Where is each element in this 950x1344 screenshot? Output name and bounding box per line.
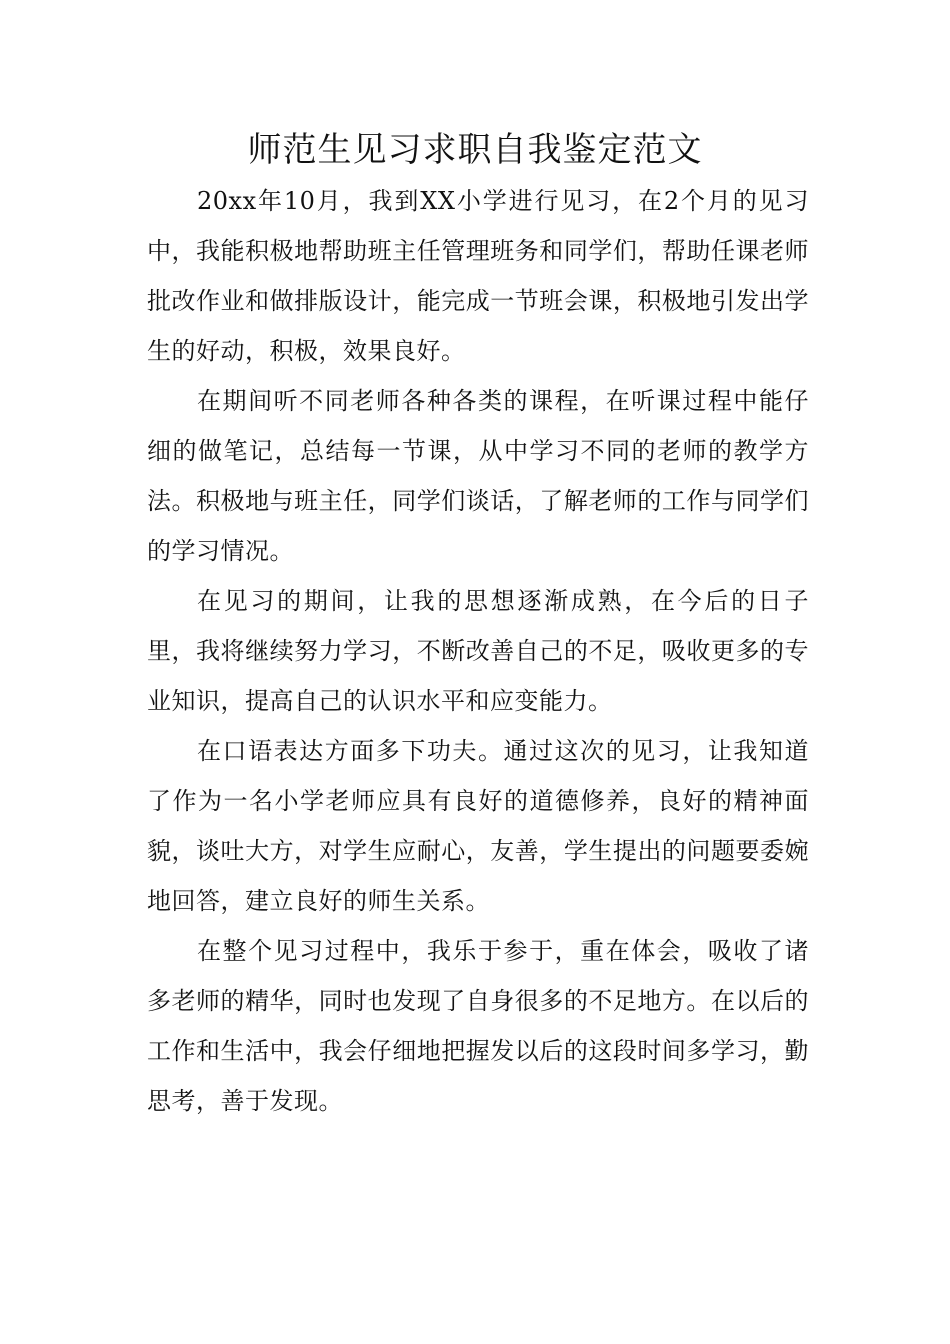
paragraph-2: 在期间听不同老师各种各类的课程，在听课过程中能仔细的做笔记，总结每一节课，从中学习不同的老师的教学方法。积极地与班主任，同学们谈话，了解老师的工作与同学们的学习情况。	[147, 387, 809, 565]
document-body	[147, 176, 809, 1126]
paragraph-5: 在整个见习过程中，我乐于参于，重在体会，吸收了诸多老师的精华，同时也发现了自身很多的不足地方。在以后的工作和生活中，我会仔细地把握发以后的这段时间多学习，勤思考，善于发现。	[147, 937, 809, 1115]
paragraph-4: 在口语表达方面多下功夫。通过这次的见习，让我知道了作为一名小学老师应具有良好的道德修养，良好的精神面貌，谈吐大方，对学生应耐心，友善，学生提出的问题要委婉地回答，建立良好的师生关系。	[147, 737, 809, 915]
paragraph-3: 在见习的期间，让我的思想逐渐成熟，在今后的日子里，我将继续努力学习，不断改善自己的不足，吸收更多的专业知识，提高自己的认识水平和应变能力。	[147, 587, 809, 715]
paragraph-1: 20xx年10月，我到XX小学进行见习，在2个月的见习中，我能积极地帮助班主任管理班务和同学们，帮助任课老师批改作业和做排版设计，能完成一节班会课，积极地引发出学生的好动，积极，效果良好。	[147, 187, 809, 365]
document-title: 师范生见习求职自我鉴定范文	[247, 130, 703, 170]
